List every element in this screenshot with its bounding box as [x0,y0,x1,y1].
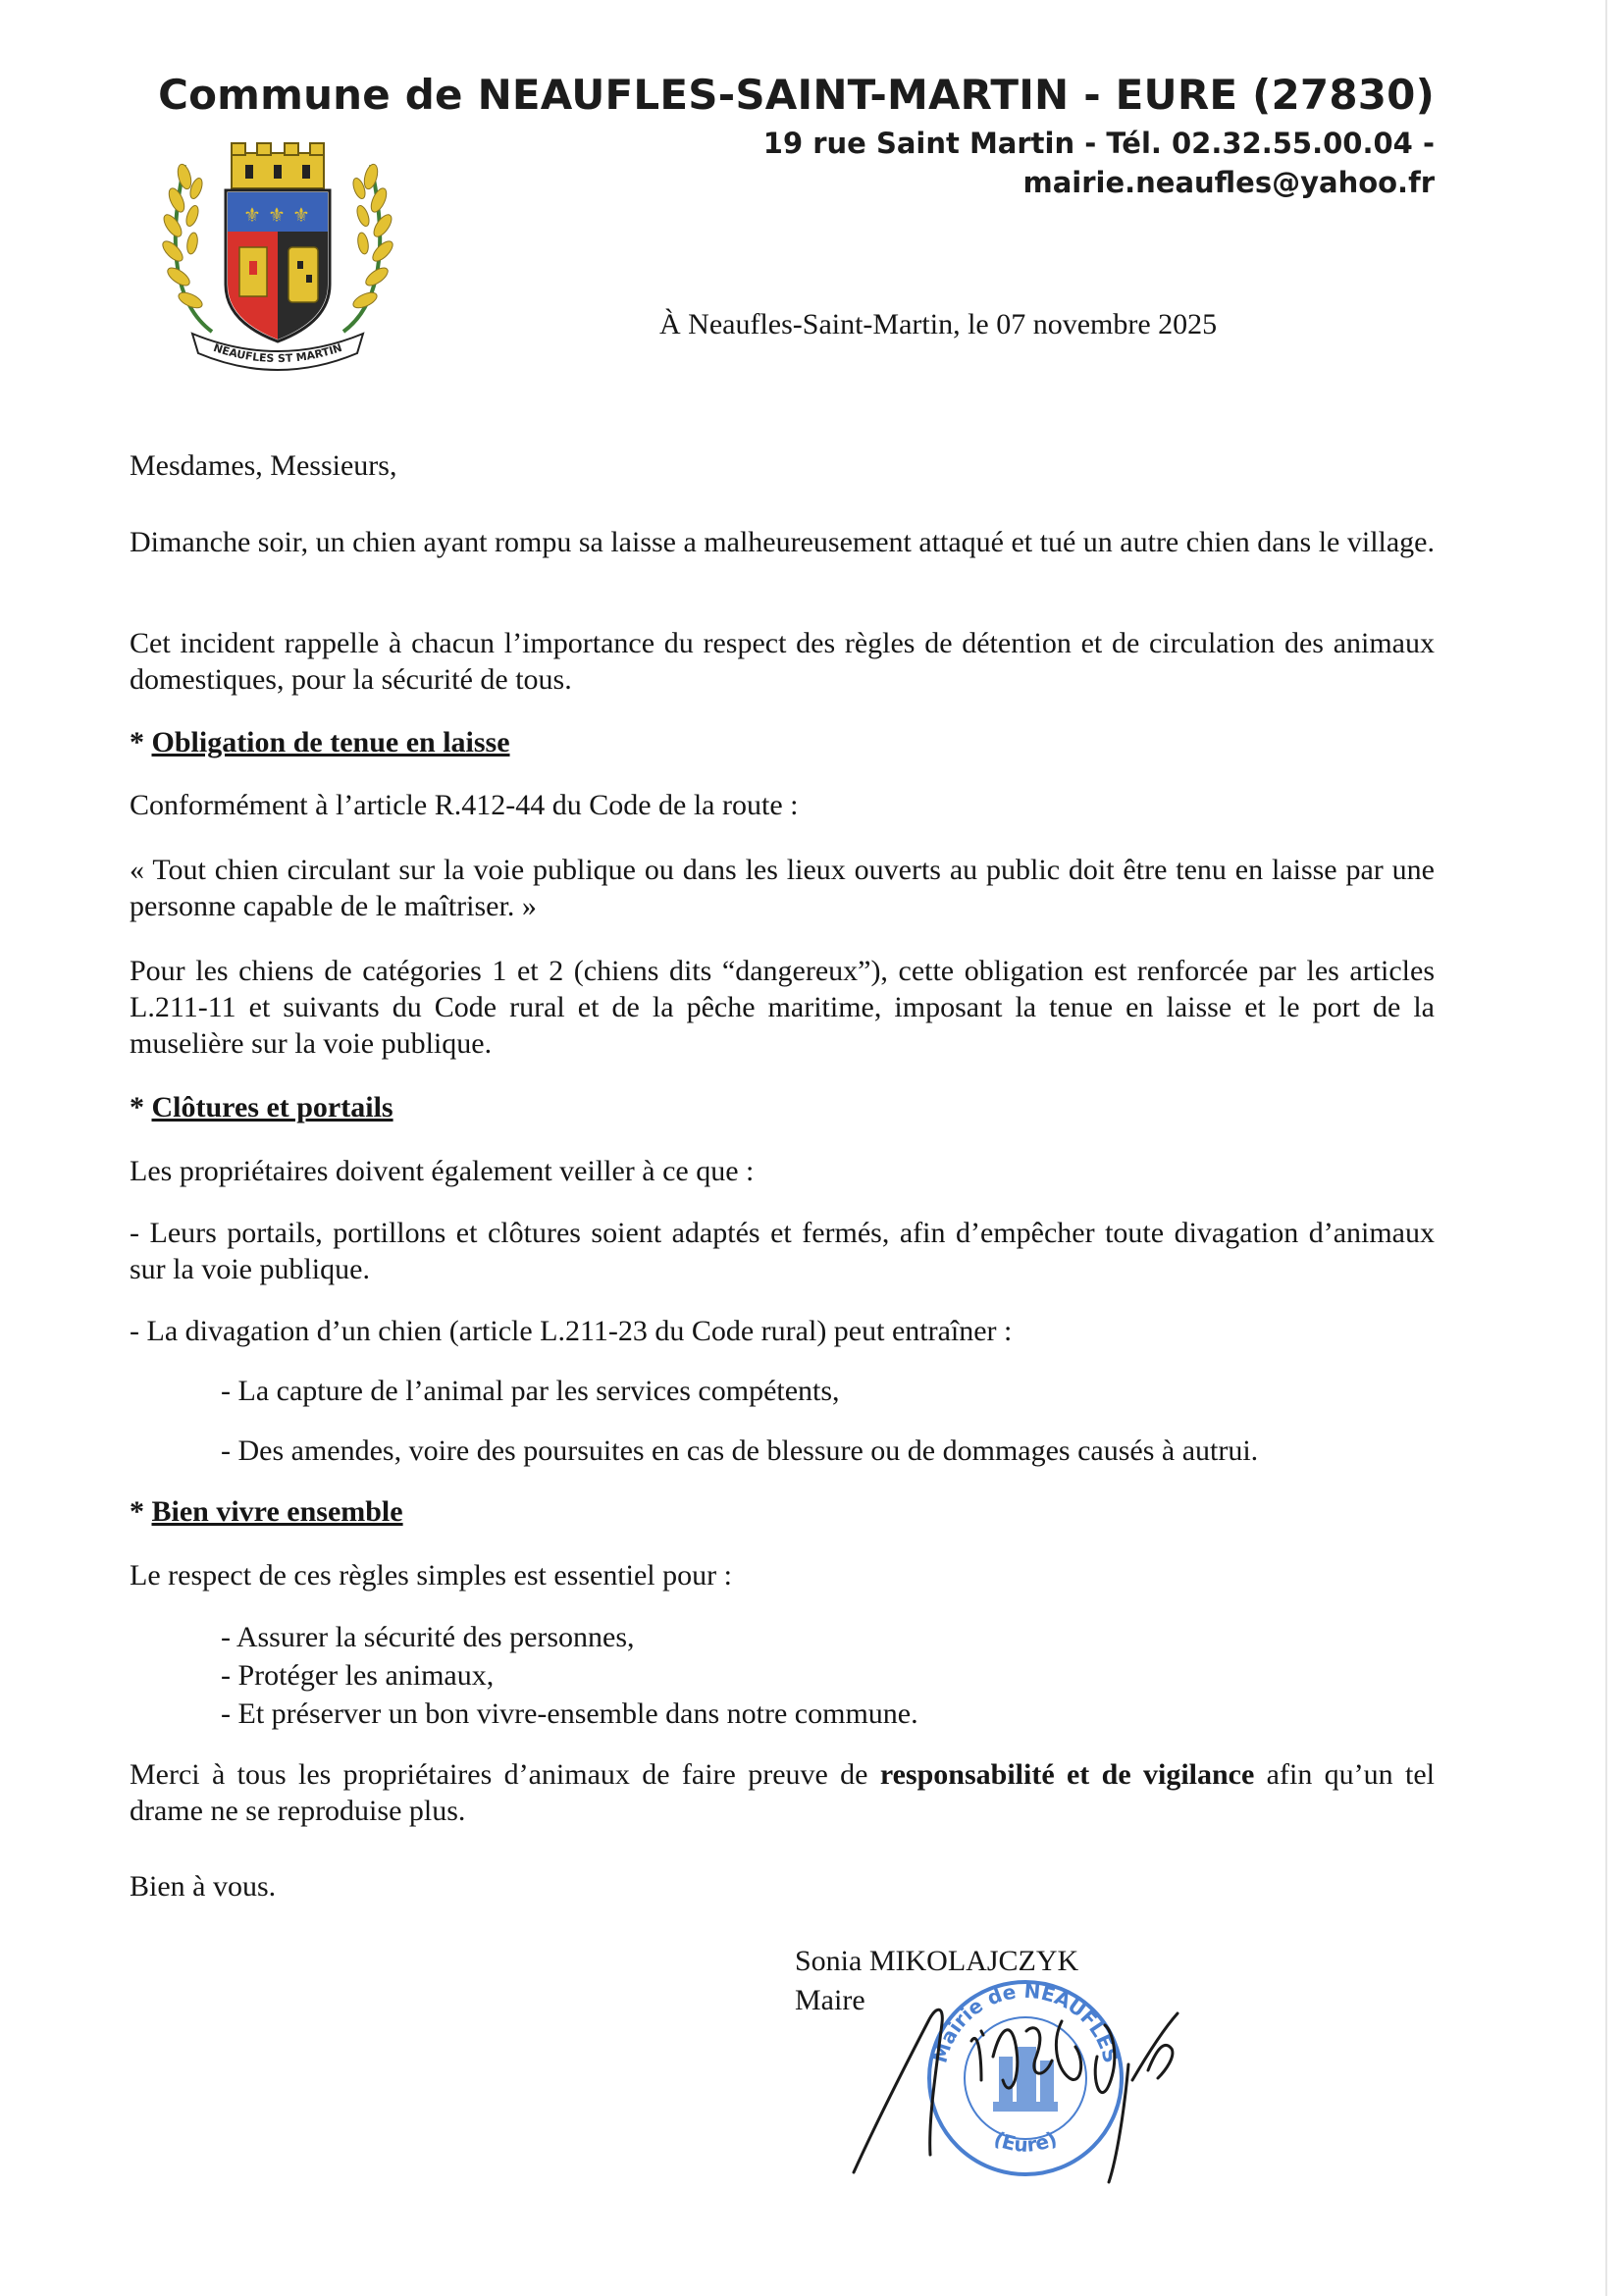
mayor-name: Sonia MIKOLAJCZYK [795,1945,1079,1977]
section-fences-heading [130,1089,1435,1125]
section-living-intro-text: Le respect de ces règles simples est essentiel pour : [130,1559,732,1592]
signature-and-stamp [834,1962,1217,2188]
official-stamp-icon [927,1979,1123,2174]
paragraph-reminder-text: Cet incident rappelle à chacun l’importance du respect des règles de détention et de circulation des animaux domestiques, pour la sécurité de tous. [130,627,1435,696]
svg-text:⚜: ⚜ [243,203,261,227]
email-line: mairie.neaufles@yahoo.fr [1022,166,1435,199]
stamp-top-text: Mairie de NEAUFLES [927,1978,1124,2066]
shield-icon [226,190,330,341]
bullet-star: * [130,1091,152,1123]
stamp-bottom-text: (Eure) [990,2126,1061,2157]
consequence-item-capture: - La capture de l’animal par les services compétents, [221,1375,840,1407]
handwritten-signature [854,2009,1178,2182]
section-leash-text [130,953,1435,1062]
closing-paragraph [130,1756,1435,1829]
fences-item-2-text: - La divagation d’un chien (article L.211-23 du Code rural) peut entraîner : [130,1315,1013,1347]
section-fences-item-1 [130,1215,1435,1287]
svg-text:(Eure) [990,2126,1060,2157]
svg-text:⚜: ⚜ [268,203,286,227]
section-leash-intro [130,787,1435,823]
page-edge-line [1605,0,1607,2296]
section-leash-heading [130,724,1435,760]
legal-quote [130,852,1435,924]
letter-date: À Neaufles-Saint-Martin, le 07 novembre 2025 [659,308,1218,340]
section-living-intro [130,1557,1435,1593]
section-living-heading [130,1493,1435,1530]
coat-of-arms-logo [155,137,400,373]
paragraph-incident [130,524,1435,560]
section-fences-intro [130,1153,1435,1189]
section-leash-paragraph: Pour les chiens de catégories 1 et 2 (chiens dits “dangereux”), cette obligation est renforcée par les articles L.211-11 et suivants du Code rural et de la pêche maritime, imposant la tenue en laisse et le port de la muselière sur la voie publique. [130,955,1435,1060]
salutation [130,447,1435,484]
goal-item-animals: - Protéger les animaux, [221,1659,495,1692]
closing-emphasis: responsabilité et de vigilance [879,1758,1255,1791]
svg-text:⚜: ⚜ [292,203,310,227]
paragraph-incident-text: Dimanche soir, un chien ayant rompu sa laisse a malheureusement attaqué et tué un autre chien dans le village. [130,526,1435,558]
section-fences-title: Clôtures et portails [151,1091,393,1123]
section-fences-item-2 [130,1313,1435,1349]
closing-before: Merci à tous les propriétaires d’animaux de faire preuve de [130,1758,880,1791]
goal-item-safety: - Assurer la sécurité des personnes, [221,1621,635,1653]
regards [130,1868,1435,1905]
bullet-star: * [130,1495,152,1528]
legal-quote-text: « Tout chien circulant sur la voie publique ou dans les lieux ouverts au public doit être tenu en laisse par une personne capable de le maîtriser. » [130,854,1435,922]
consequence-item-fines: - Des amendes, voire des poursuites en cas de blessure ou de dommages causés à autrui. [221,1435,1259,1467]
section-living-title: Bien vivre ensemble [151,1495,403,1528]
section-fences-intro-text: Les propriétaires doivent également veiller à ce que : [130,1155,755,1187]
goal-item-community: - Et préserver un bon vivre-ensemble dans notre commune. [221,1697,918,1730]
commune-title: Commune de NEAUFLES-SAINT-MARTIN - EURE (27830) [158,71,1435,119]
mayor-title: Maire [795,1984,865,2016]
salutation-text: Mesdames, Messieurs, [130,449,397,482]
bullet-star: * [130,726,152,758]
crown-icon [232,143,324,188]
fences-item-1-text: - Leurs portails, portillons et clôtures soient adaptés et fermés, afin d’empêcher toute divagation d’animaux sur la voie publique. [130,1217,1435,1285]
address-line: 19 rue Saint Martin - Tél. 02.32.55.00.04 - [762,127,1435,160]
regards-text: Bien à vous. [130,1870,277,1903]
section-leash-title: Obligation de tenue en laisse [151,726,510,758]
logo-banner-text: NEAUFLES ST MARTIN [211,340,344,366]
paragraph-reminder [130,625,1435,698]
closing-after: afin qu’un tel drame ne se reproduise plus. [130,1758,1435,1827]
section-leash-intro-text: Conformément à l’article R.412-44 du Code de la route : [130,789,799,821]
